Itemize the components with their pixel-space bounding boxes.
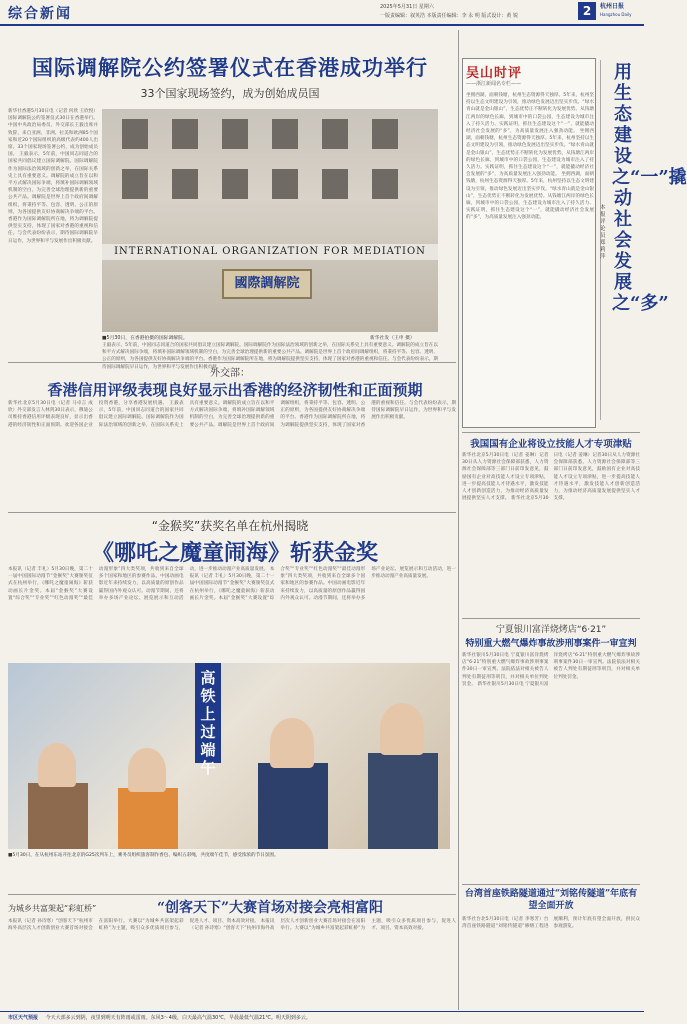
right-story1-headline: 我国国有企业将设立技能人才专项津贴 bbox=[470, 439, 632, 450]
story4-body-more: 本报讯（记者 孙诗寒）“创客天下”杭州市海外高层次人才创新创业大赛首场对接会在富阳举行。大赛以“为城乡共富架起彩虹桥”为主题，吸引众多优质项目参与，促进人才、项目、资本高效对接。 bbox=[189, 919, 456, 932]
story2-kicker: 外交部： bbox=[210, 368, 250, 379]
right-story3-body-text: 新华社台北5月30日电（记者 李寒芳）台湾首座铁路隧道“刘铭传隧道”修缮工程进展顺利，预计年底有望全面开放，供民众参观游览。 bbox=[462, 917, 640, 930]
date-line: 2025年5月31日 星期六 bbox=[380, 4, 434, 10]
story4-headline: “创客天下”大赛首场对接会亮相富阳 bbox=[156, 900, 384, 916]
opinion-body bbox=[466, 92, 594, 422]
train-photo bbox=[8, 663, 450, 849]
story3-body-text: 本报讯（记者 丰礼）5月30日晚，第二十一届中国国际动漫节“金猴奖”大赛颁奖仪式在杭州举行，《哪吒之魔童闹海》斩获动画长片金奖。本届“金猴奖”大赛设置“综合奖”“专业奖”“红色动漫奖”“最佳动漫形象”四大类奖项，共收到来自全球多个国家和地区的参赛作品。中国动画电影近年来持续发力，以高质量的原创作品赢得国内外观众认可。动漫节期间，还将举办多场产业论坛、展览展示和互动活动，进一步推动动漫产业高质量发展。 bbox=[8, 567, 269, 601]
paper-name-text: 杭州日报 bbox=[600, 3, 625, 10]
story1-continued bbox=[102, 342, 438, 370]
opinion-vertical-title: 用生态建设之“一”撬动社会发展之“多” bbox=[612, 62, 687, 314]
editor-line: 一版责编辑：叙英浩 本版责任编辑：李 永 明 版式设计：黄 锐 bbox=[380, 13, 518, 19]
story2-headline: 香港信用评级表现良好显示出香港的经济韧性和正面预期 bbox=[47, 381, 423, 399]
opinion-author: 本报评论员 郑莉萍 bbox=[600, 205, 606, 260]
opinion-column-sub: ——浙江新闻名专栏—— bbox=[466, 81, 522, 87]
story1-continued-text: 王毅表示，5年前，中国同志同道合的国家共同倡议建立国际调解院。国际调解院作为国际法治领域的创新之举，在国际关系史上具有重要意义。调解院的成立旨在以和平方式解决国际争端，将填补国际调解领域机制的空白，为完善全球治理提供新的重要公共产品。调解院是世界上首个政府间调解组织，将秉持平等、包容、透明、公正的原则，为各国提供友好协商解决争端的平台。香港作为国际调解院所在地，将为调解院提供坚实支持，体现了国家对香港的重视和信任。与会代表纷纷表示，期待国际调解院早日运作，为世界和平与发展作出积极贡献。 bbox=[102, 343, 438, 370]
right-story1-body bbox=[462, 452, 640, 614]
story4-kicker: 为城乡共富架起“彩虹桥” bbox=[8, 904, 97, 913]
right-story2-kicker: 宁夏银川富洋烧烤店“6·21” bbox=[495, 625, 607, 635]
paper-name-sub: Hangzhou Daily bbox=[600, 12, 632, 17]
right-story2-body-text: 新华社银川5月30日电 宁夏银川富洋烧烤店“6·21”特别重大燃气爆炸事故涉刑事案件30日一审宣判。法院依法对相关被告人判处有期徒刑等刑罚，并对相关单位判处罚金。 bbox=[462, 653, 549, 687]
divider bbox=[462, 432, 640, 433]
weather-footer bbox=[0, 1011, 644, 1024]
story1-body-text: 王毅表示，5年前，中国同志同道合的国家共同倡议建立国际调解院。国际调解院作为国际法治领域的创新之举，在国际关系史上具有重要意义。调解院的成立旨在以和平方式解决国际争端，将填补国际调解领域机制的空白，为完善全球治理提供新的重要公共产品。调解院是世界上首个政府间调解组织，将秉持平等、包容、透明、公正的原则，为各国提供友好协商解决争端的平台。香港作为国际调解院所在地，将为调解院提供坚实支持，体现了国家对香港的重视和信任。与会代表纷纷表示，期待国际调解院早日运作，为世界和平与发展作出积极贡献。 bbox=[8, 152, 98, 244]
divider bbox=[462, 884, 640, 885]
weather-text: 今天大部多云到阴，夜里到明天有阵雨或雷雨。东风3～4级，白天最高气温30℃，早晨最低气温21℃。明天阴到多云。 bbox=[45, 1015, 311, 1021]
right-story2-body bbox=[462, 652, 640, 880]
right-story1-body-text: 新华社北京5月30日电（记者 姜琳）记者30日从人力资源社会保障部获悉，人力资源社会保障部等三部门日前印发意见，鼓励国有企业对高技能人才设立专项津贴，进一步提高技能人才待遇水平，激发技能人才创新创造活力，为推动经济高质量发展提供坚实人才支撑。 bbox=[462, 453, 549, 502]
divider bbox=[8, 894, 456, 895]
right-story2-body-more: 新华社银川5月30日电 宁夏银川富洋烧烤店“6·21”特别重大燃气爆炸事故涉刑事案件30日一审宣判。法院依法对相关被告人判处有期徒刑等刑罚，并对相关单位判处罚金。 bbox=[477, 653, 640, 687]
story4-body-text: 本报讯（记者 孙诗寒）“创客天下”杭州市海外高层次人才创新创业大赛首场对接会在富阳举行。大赛以“为城乡共富架起彩虹桥”为主题，吸引众多优质项目参与，促进人才、项目、资本高效对接。 bbox=[8, 919, 260, 932]
opinion-column-name: 吴山时评 bbox=[466, 66, 523, 81]
mediation-building-photo bbox=[102, 109, 438, 332]
vertical-tag: 高铁上过端午 bbox=[195, 663, 221, 763]
story3-kicker: “金猴奖”获奖名单在杭州揭晓 bbox=[151, 519, 309, 533]
photo2-caption: ■5月30日，在从杭州东站开往北京的G25次列车上，乘务员组织旅客制作香包、编织五彩绳，共度端午佳节，感受浓浓的节日氛围。 bbox=[8, 853, 279, 858]
opinion-body-text: 坐拥西湖，面朝钱塘，杭州生态资源得天独厚。5年来，杭州坚持以生态文明建设为引领，推动绿色发展迈出坚实步伐。“绿水青山就是金山银山”，生态优势正不断转化为发展优势。从钱塘江两岸的绿色长廊，到城市中的口袋公园，生态建设为城市注入了持久活力。实践证明，抓住生态建设这个“一”，就能撬动经济社会发展的“多”，为高质量发展注入强劲动能。 bbox=[466, 93, 594, 135]
header-meta bbox=[380, 3, 580, 21]
weather-label: 市区天气预报 bbox=[8, 1015, 39, 1021]
right-story3-headline: 台湾首座铁路隧道通过“刘铭传隧道”年底有望全面开放 bbox=[464, 889, 638, 911]
photo1-credit: 新华社发（王申 摄） bbox=[370, 336, 415, 341]
story1-headline: 国际调解院公约签署仪式在香港成功举行 bbox=[32, 55, 428, 80]
page-number: 2 bbox=[578, 2, 596, 20]
photo1-caption: ■5月30日，在香港拍摄的国际调解院。 bbox=[102, 336, 188, 341]
right-story1-body-more: 新华社北京5月30日电（记者 姜琳）记者30日从人力资源社会保障部获悉，人力资源社会保障部等三部门日前印发意见，鼓励国有企业对高技能人才设立专项津贴，进一步提高技能人才待遇水平，激发技能人才创新创造活力，为推动经济高质量发展提供坚实人才支撑。 bbox=[511, 453, 640, 502]
story2-body-text: 新华社北京5月30日电（记者 马卓言 成欣）外交部发言人林剑30日表示，穆迪公司维持香港信用评级表现良好，显示出香港的经济韧性和正面预期。欢迎各国企业投资香港，分享香港发展机遇。 bbox=[8, 401, 168, 428]
masthead bbox=[0, 0, 644, 26]
divider bbox=[8, 362, 456, 363]
column-divider bbox=[458, 30, 459, 1010]
divider bbox=[462, 618, 640, 619]
story3-body-more: 本报讯（记者 丰礼）5月30日晚，第二十一届中国国际动漫节“金猴奖”大赛颁奖仪式在杭州举行，《哪吒之魔童闹海》斩获动画长片金奖。本届“金猴奖”大赛设置“综合奖”“专业奖”“红色动漫奖”“最佳动漫形象”四大类奖项，共收到来自全球多个国家和地区的参赛作品。中国动画电影近年来持续发力，以高质量的原创作品赢得国内外观众认可。动漫节期间，还将举办多场产业论坛、展览展示和互动活动，进一步推动动漫产业高质量发展。 bbox=[189, 567, 456, 601]
photo-banner-text: INTERNATIONAL ORGANIZATION FOR MEDIATION bbox=[102, 244, 438, 260]
story2-body bbox=[8, 400, 456, 508]
photo-sign-text: 國際調解院 bbox=[222, 269, 312, 299]
story2-body-more: 王毅表示，5年前，中国同志同道合的国家共同倡议建立国际调解院。国际调解院作为国际法治领域的创新之举，在国际关系史上具有重要意义。调解院的成立旨在以和平方式解决国际争端，将填补国际调解领域机制的空白，为完善全球治理提供新的重要公共产品。调解院是世界上首个政府间调解组织，将秉持平等、包容、透明、公正的原则，为各国提供友好协商解决争端的平台。香港作为国际调解院所在地，将为调解院提供坚实支持，体现了国家对香港的重视和信任。与会代表纷纷表示，期待国际调解院早日运作，为世界和平与发展作出积极贡献。 bbox=[98, 401, 456, 428]
opinion-body-more2: 坐拥西湖，面朝钱塘，杭州生态资源得天独厚。5年来，杭州坚持以生态文明建设为引领，推动绿色发展迈出坚实步伐。“绿水青山就是金山银山”，生态优势正不断转化为发展优势。从钱塘江两岸的绿色长廊，到城市中的口袋公园，生态建设为城市注入了持久活力。实践证明，抓住生态建设这个“一”，就能撬动经济社会发展的“多”，为高质量发展注入强劲动能。 bbox=[466, 172, 594, 221]
story4-body bbox=[8, 918, 456, 1008]
story1-subhead: 33个国家现场签约，成为创始成员国 bbox=[140, 87, 320, 100]
opinion-body-more: 坐拥西湖，面朝钱塘，杭州生态资源得天独厚。5年来，杭州坚持以生态文明建设为引领，推动绿色发展迈出坚实步伐。“绿水青山就是金山银山”，生态优势正不断转化为发展优势。从钱塘江两岸的绿色长廊，到城市中的口袋公园，生态建设为城市注入了持久活力。实践证明，抓住生态建设这个“一”，就能撬动经济社会发展的“多”，为高质量发展注入强劲动能。 bbox=[466, 129, 594, 178]
story3-headline: 《哪吒之魔童闹海》斩获金奖 bbox=[91, 540, 378, 566]
divider bbox=[8, 512, 456, 513]
story3-body bbox=[8, 566, 456, 658]
right-story3-body bbox=[462, 916, 640, 1008]
section-title: 综合新闻 bbox=[8, 6, 72, 22]
story1-lead bbox=[8, 108, 98, 356]
right-story2-headline: 特别重大燃气爆炸事故涉刑事案件一审宣判 bbox=[465, 639, 637, 649]
paper-name bbox=[600, 3, 640, 19]
story1-lead-text: 新华社香港5月30日电（记者 何欣 王欣悦）国际调解院公约签署仪式30日在香港举行。中国中央政治局委员、外交部长王毅出席并致辞，来自亚洲、非洲、拉美和欧洲85个国家和近20个国际组织的高级代表约400人出席。33个国家现场签署公约，成为创始成员国。 bbox=[8, 109, 98, 158]
